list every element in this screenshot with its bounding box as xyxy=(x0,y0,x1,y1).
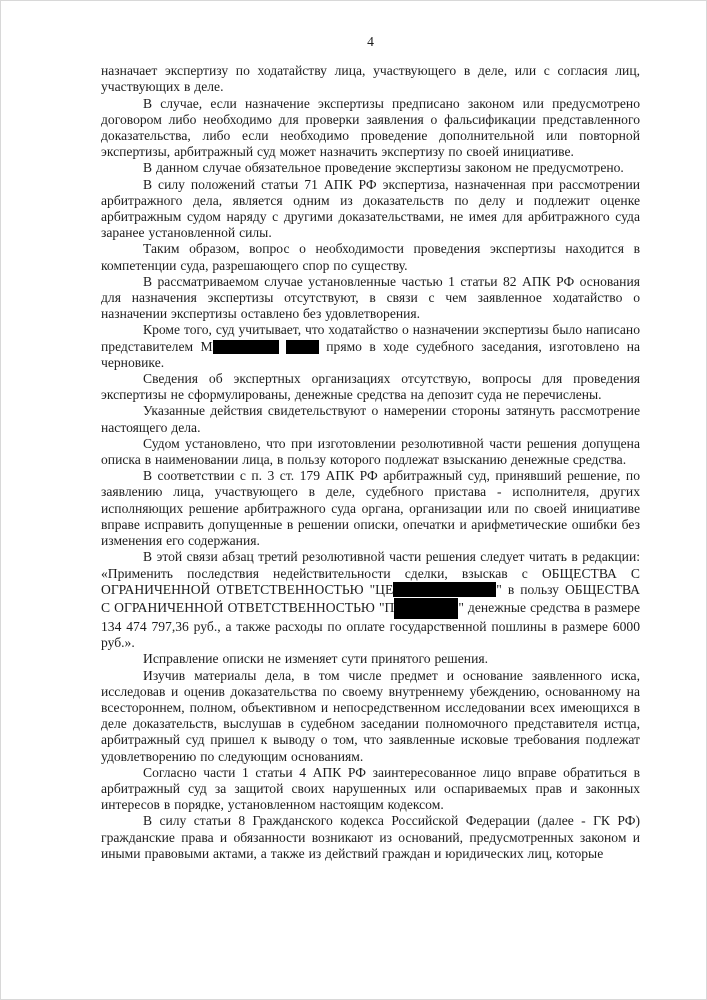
paragraph: В силу положений статьи 71 АПК РФ экспертиза, назначенная при рассмотрении арбитражного дела, является одним из доказательств по делу и подлежит оценке арбитражным судом наряду с другими доказательствами, не имея для арбитражного суда заранее установленной силы. xyxy=(101,176,640,241)
redaction-bar xyxy=(213,340,279,354)
redaction-bar xyxy=(393,582,496,597)
paragraph: назначает экспертизу по ходатайству лица, участвующего в деле, или с согласия лиц, участвующих в деле. xyxy=(101,63,640,95)
paragraph: Кроме того, суд учитывает, что ходатайство о назначении экспертизы было написано представителем М прямо в ходе судебного заседания, изготовлено на черновике. xyxy=(101,322,640,370)
paragraph: В данном случае обязательное проведение экспертизы законом не предусмотрено. xyxy=(143,160,624,176)
document-body xyxy=(101,63,640,862)
paragraph: Изучив материалы дела, в том числе предмет и основание заявленного иска, исследовав и оценив доказательства по своему внутреннему убеждению, основанному на всестороннем, полном, объективном и непосредственном исследовании всех имеющихся в деле доказательств, выслушав в судебном заседании полномочного представителя истца, арбитражный суд пришел к выводу о том, что заявленные исковые требования подлежат удовлетворению по следующим основаниям. xyxy=(101,667,640,764)
paragraph: Судом установлено, что при изготовлении резолютивной части решения допущена описка в наименовании лица, в пользу которого подлежат взысканию денежные средства. xyxy=(101,435,640,468)
paragraph: В силу статьи 8 Гражданского кодекса Российской Федерации (далее - ГК РФ) гражданские права и обязанности возникают из оснований, предусмотренных законом и иными правовыми актами, а также из действий граждан и юридических лиц, которые xyxy=(101,813,640,861)
paragraph: Исправление описки не изменяет сути принятого решения. xyxy=(143,651,489,667)
page-number: 4 xyxy=(367,34,374,49)
paragraph: В этой связи абзац третий резолютивной части решения следует читать в редакции: «Применить последствия недействительности сделки, взыскав с ОБЩЕСТВА С ОГРАНИЧЕННОЙ ОТВЕТСТВЕННОСТЬЮ "ЦЕ " в пользу ОБЩЕСТВА С ОГРАНИЧЕННОЙ ОТВЕТСТВЕННОСТЬЮ "П " денежные средства в размере 134 474 797,36 руб., а также расходы по оплате государственной пошлины в размере 6000 руб.». xyxy=(101,549,640,651)
redaction-bar xyxy=(286,340,319,354)
paragraph: В рассматриваемом случае установленные частью 1 статьи 82 АПК РФ основания для назначения экспертизы отсутствуют, в связи с чем заявленное ходатайство о назначении экспертизы оставлено без удовлетворения. xyxy=(101,273,640,322)
paragraph: Указанные действия свидетельствуют о намерении стороны затянуть рассмотрение настоящего дела. xyxy=(101,403,640,435)
paragraph: В случае, если назначение экспертизы предписано законом или предусмотрено договором либо необходимо для проверки заявления о фальсификации представленного доказательства, либо если необходимо проведение дополнительной или повторной экспертизы, арбитражный суд может назначить экспертизу по своей инициативе. xyxy=(101,95,640,160)
paragraph: Сведения об экспертных организациях отсутствую, вопросы для проведения экспертизы не сформулированы, денежные средства на депозит суда не перечислены. xyxy=(101,371,640,403)
paragraph: Таким образом, вопрос о необходимости проведения экспертизы находится в компетенции суда, разрешающего спор по существу. xyxy=(101,241,640,273)
redaction-bar xyxy=(394,598,458,619)
paragraph: В соответствии с п. 3 ст. 179 АПК РФ арбитражный суд, принявший решение, по заявлению лица, участвующего в деле, судебного пристава - исполнителя, других исполняющих решение арбитражного суда органа, организации или по своей инициативе вправе исправить допущенные в решении описки, опечатки и арифметические ошибки без изменения его содержания. xyxy=(101,468,640,549)
paragraph: Согласно части 1 статьи 4 АПК РФ заинтересованное лицо вправе обратиться в арбитражный суд за защитой своих нарушенных или оспариваемых прав и законных интересов в порядке, установленном настоящим кодексом. xyxy=(101,764,640,813)
